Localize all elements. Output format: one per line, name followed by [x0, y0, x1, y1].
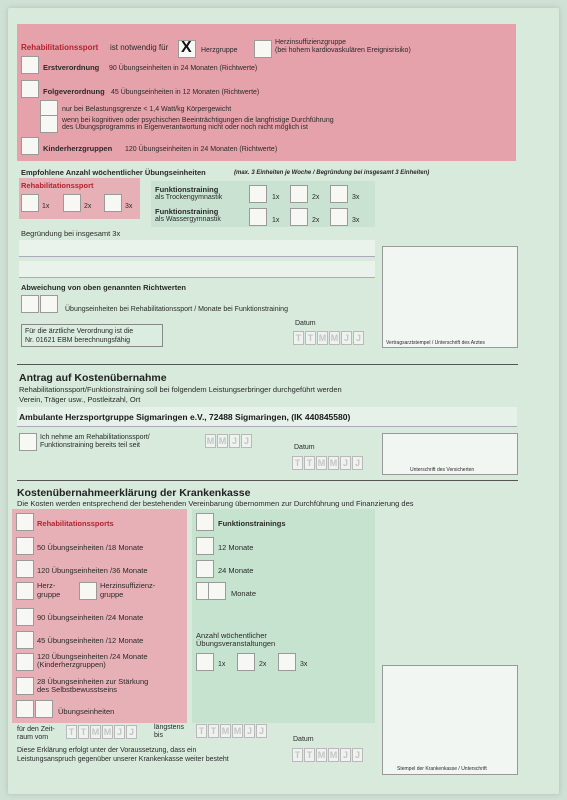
date-cell: M: [317, 750, 326, 760]
versicherter-signature-label: Unterschrift des Versicherten: [410, 467, 475, 473]
kosten-1x-label: 1x: [218, 661, 226, 668]
kasse-stamp-box[interactable]: [382, 665, 518, 775]
date-cell: J: [341, 331, 352, 345]
funk-wasser-line1: Funktionstraining: [155, 207, 219, 216]
erst-text: 90 Übungseinheiten in 24 Monaten (Richtwerte): [109, 65, 258, 72]
r2-text: 120 Übungseinheiten /36 Monate: [37, 566, 148, 575]
ebm-line2: Nr. 01621 EBM berechnungsfähig: [25, 337, 131, 344]
weekly-note: (max. 3 Einheiten je Woche / Begründung bei insgesamt 3 Einheiten): [234, 170, 430, 176]
hi-line2: gruppe: [100, 590, 124, 599]
kosten-3x-label: 3x: [300, 661, 308, 668]
r2-checkbox[interactable]: [16, 560, 34, 578]
f2-text: 24 Monate: [218, 566, 254, 575]
arzt-stamp-box[interactable]: [382, 246, 518, 348]
kosten-funk-column: [192, 509, 375, 723]
date-cell: T: [208, 724, 219, 738]
wasser-3x-checkbox[interactable]: [330, 208, 348, 226]
arzt-date-field[interactable]: [293, 331, 364, 345]
antrag-line1: Rehabilitationssport/Funktionstraining soll bei folgendem Leistungserbringer durchgeführt werden: [19, 385, 342, 394]
date-cell: M: [218, 436, 227, 446]
r7-digit-2[interactable]: [35, 700, 53, 718]
weekly-title: Empfohlene Anzahl wöchentlicher Übungseinheiten: [21, 168, 206, 177]
date-cell: T: [292, 456, 303, 470]
r4-checkbox[interactable]: [16, 631, 34, 649]
date-cell: M: [318, 333, 327, 343]
kinder-text: 120 Übungseinheiten in 24 Monaten (Richtwerte): [125, 146, 278, 153]
r6-line1: 28 Übungseinheiten zur Stärkung: [37, 677, 149, 686]
date-cell: M: [329, 458, 338, 468]
versicherter-datum-label: Datum: [294, 444, 315, 451]
date-cell: T: [78, 725, 89, 739]
trocken-3x-checkbox[interactable]: [330, 185, 348, 203]
kognitiv-line1: wenn bei kognitiven oder psychischen Beeinträchtigungen die langfristige Durchführung: [62, 117, 334, 124]
kosten-2x-label: 2x: [259, 661, 267, 668]
date-cell: M: [91, 727, 100, 737]
wasser-1x-checkbox[interactable]: [249, 208, 267, 226]
wasser-2x-checkbox[interactable]: [290, 208, 308, 226]
arzt-datum-label: Datum: [295, 320, 316, 327]
kosten-3x-checkbox[interactable]: [278, 653, 296, 671]
abweichung-digit-2[interactable]: [40, 295, 58, 313]
bereits-teil-checkbox[interactable]: [19, 433, 37, 451]
kosten-herzinsuff-checkbox[interactable]: [79, 582, 97, 600]
herzinsuff-checkbox[interactable]: [254, 40, 272, 58]
kognitiv-line2: des Übungsprogramms in Eigenverantwortung nicht oder noch nicht möglich ist: [62, 124, 308, 131]
funk-trocken-line2: als Trockengymnastik: [155, 194, 223, 201]
abweichung-text: Übungseinheiten bei Rehabilitationssport / Monate bei Funktionstraining: [65, 306, 288, 313]
wasser-3x-label: 3x: [352, 217, 360, 224]
erstverordnung-checkbox[interactable]: [21, 56, 39, 74]
folgeverordnung-checkbox[interactable]: [21, 80, 39, 98]
r6-line2: des Selbstbewusstseins: [37, 685, 118, 694]
herzgruppe-checkbox[interactable]: [178, 40, 196, 58]
kognitiv-checkbox[interactable]: [40, 115, 58, 133]
zeitraum-line1: für den Zeit-: [17, 726, 55, 733]
r1-checkbox[interactable]: [16, 537, 34, 555]
f1-text: 12 Monate: [218, 543, 254, 552]
teil-line1: Ich nehme am Rehabilitationssport/: [40, 434, 150, 441]
rehab-title: Rehabilitationssport: [21, 43, 99, 52]
kosten-funk-checkbox[interactable]: [196, 513, 214, 531]
f3-digit-2[interactable]: [208, 582, 226, 600]
antrag-line2: Verein, Träger usw., Postleitzahl, Ort: [19, 395, 141, 404]
footer-line2: Leistungsanspruch gegenüber unserer Krankenkasse weiter besteht: [17, 756, 229, 763]
trocken-1x-label: 1x: [272, 194, 280, 201]
kasse-date-field[interactable]: [292, 748, 363, 762]
check-mark: X: [181, 39, 192, 56]
weekly-rehab-label: Rehabilitationssport: [21, 181, 94, 190]
date-cell: M: [317, 458, 326, 468]
date-cell: J: [241, 434, 252, 448]
kosten-rehab-title: Rehabilitationssports: [37, 519, 114, 528]
teil-line2: Funktionstraining bereits teil seit: [40, 442, 140, 449]
date-cell: T: [304, 748, 315, 762]
rehab-3x-checkbox[interactable]: [104, 194, 122, 212]
antrag-title: Antrag auf Kostenübernahme: [19, 372, 167, 384]
begruendung-field-1[interactable]: [19, 240, 375, 257]
provider-field[interactable]: [17, 407, 517, 427]
belastung-text: nur bei Belastungsgrenze < 1,4 Watt/kg Körpergewicht: [62, 106, 232, 113]
kosten-2x-checkbox[interactable]: [237, 653, 255, 671]
kinder-label: Kinderherzgruppen: [43, 144, 113, 153]
r5-line2: (Kinderherzgruppen): [37, 660, 106, 669]
date-cell: T: [304, 456, 315, 470]
herzgruppe-label: Herzgruppe: [201, 47, 238, 54]
date-cell: J: [352, 748, 363, 762]
zeitraum-bis-field[interactable]: [196, 724, 267, 738]
rehab-3x-label: 3x: [125, 203, 133, 210]
date-cell: J: [352, 456, 363, 470]
kosten-subtitle: Die Kosten werden entsprechend der bestehenden Vereinbarung übernommen zur Durchführung und Finanzierung des: [17, 499, 414, 508]
teil-date-field[interactable]: [205, 434, 252, 448]
date-cell: J: [340, 748, 351, 762]
kasse-stamp-label: Stempel der Krankenkasse / Unterschrift: [397, 766, 487, 772]
funk-trocken-line1: Funktionstraining: [155, 185, 219, 194]
trocken-2x-checkbox[interactable]: [290, 185, 308, 203]
date-cell: J: [229, 434, 240, 448]
zeitraum-von-field[interactable]: [66, 725, 137, 739]
date-cell: T: [292, 748, 303, 762]
folge-label: Folgeverordnung: [43, 87, 105, 96]
date-cell: M: [221, 726, 230, 736]
laengstens-line1: längstens: [154, 724, 184, 731]
herzinsuff-line1: Herzinsuffizienzgruppe: [275, 39, 347, 46]
kosten-rehab-checkbox[interactable]: [16, 513, 34, 531]
trocken-2x-label: 2x: [312, 194, 320, 201]
date-cell: J: [340, 456, 351, 470]
date-cell: T: [66, 725, 77, 739]
wasser-1x-label: 1x: [272, 217, 280, 224]
ebm-line1: Für die ärztliche Verordnung ist die: [25, 328, 134, 335]
f3-text: Monate: [231, 589, 257, 598]
herz-line2: gruppe: [37, 590, 61, 599]
abweichung-digit-1[interactable]: [21, 295, 39, 313]
date-cell: M: [206, 436, 215, 446]
rehab-1x-checkbox[interactable]: [21, 194, 39, 212]
erst-label: Erstverordnung: [43, 63, 100, 72]
divider: [17, 480, 518, 481]
rehab-2x-checkbox[interactable]: [63, 194, 81, 212]
footer-line1: Diese Erklärung erfolgt unter der Voraussetzung, dass ein: [17, 747, 197, 754]
r7-text: Übungseinheiten: [58, 707, 115, 716]
f2-checkbox[interactable]: [196, 560, 214, 578]
r5-checkbox[interactable]: [16, 653, 34, 671]
date-cell: M: [329, 750, 338, 760]
date-cell: J: [244, 724, 255, 738]
kinder-checkbox[interactable]: [21, 137, 39, 155]
kosten-herzgruppe-checkbox[interactable]: [16, 582, 34, 600]
f1-checkbox[interactable]: [196, 537, 214, 555]
folge-text: 45 Übungseinheiten in 12 Monaten (Richtwerte): [111, 89, 260, 96]
begruendung-field-2[interactable]: [19, 261, 375, 278]
date-cell: M: [330, 333, 339, 343]
kosten-funk-title: Funktionstrainings: [218, 519, 286, 528]
kosten-title: Kostenübernahmeerklärung der Krankenkasse: [17, 487, 251, 499]
date-cell: T: [196, 724, 207, 738]
r4-text: 45 Übungseinheiten /12 Monate: [37, 636, 144, 645]
herzinsuff-line2: (bei hohem kardiovaskulären Ereignisrisiko): [275, 47, 411, 54]
date-cell: J: [114, 725, 125, 739]
date-cell: M: [233, 726, 242, 736]
hi-line1: Herzinsuffizienz-: [100, 581, 156, 590]
r6-checkbox[interactable]: [16, 677, 34, 695]
wochen-line2: Übungsveranstaltungen: [196, 639, 276, 648]
trocken-3x-label: 3x: [352, 194, 360, 201]
r1-text: 50 Übungseinheiten /18 Monate: [37, 543, 144, 552]
date-cell: J: [353, 331, 364, 345]
abweichung-title: Abweichung von oben genannten Richtwerten: [21, 283, 187, 292]
funk-wasser-line2: als Wassergymnastik: [155, 216, 221, 223]
r7-digit-1[interactable]: [16, 700, 34, 718]
r3-text: 90 Übungseinheiten /24 Monate: [37, 613, 144, 622]
herz-line1: Herz-: [37, 581, 56, 590]
date-cell: M: [103, 727, 112, 737]
date-cell: J: [256, 724, 267, 738]
arzt-stamp-label: Vertragsarztstempel / Unterschrift des Arztes: [386, 340, 485, 346]
date-cell: T: [293, 331, 304, 345]
wochen-line1: Anzahl wöchentlicher: [196, 631, 267, 640]
date-cell: J: [126, 725, 137, 739]
begruendung-label: Begründung bei insgesamt 3x: [21, 229, 121, 238]
date-cell: T: [305, 331, 316, 345]
r5-line1: 120 Übungseinheiten /24 Monate: [37, 652, 148, 661]
divider: [17, 364, 518, 365]
laengstens-line2: bis: [154, 732, 163, 739]
kosten-1x-checkbox[interactable]: [196, 653, 214, 671]
provider-value: Ambulante Herzsportgruppe Sigmaringen e.V., 72488 Sigmaringen, (IK 440845580): [19, 412, 351, 422]
wasser-2x-label: 2x: [312, 217, 320, 224]
rehab-1x-label: 1x: [42, 203, 50, 210]
rehab-rest: ist notwendig für: [110, 43, 169, 52]
rehab-2x-label: 2x: [84, 203, 92, 210]
zeitraum-line2: raum vom: [17, 734, 49, 741]
versicherter-date-field[interactable]: [292, 456, 363, 470]
kasse-datum-label: Datum: [293, 736, 314, 743]
r3-checkbox[interactable]: [16, 608, 34, 626]
trocken-1x-checkbox[interactable]: [249, 185, 267, 203]
